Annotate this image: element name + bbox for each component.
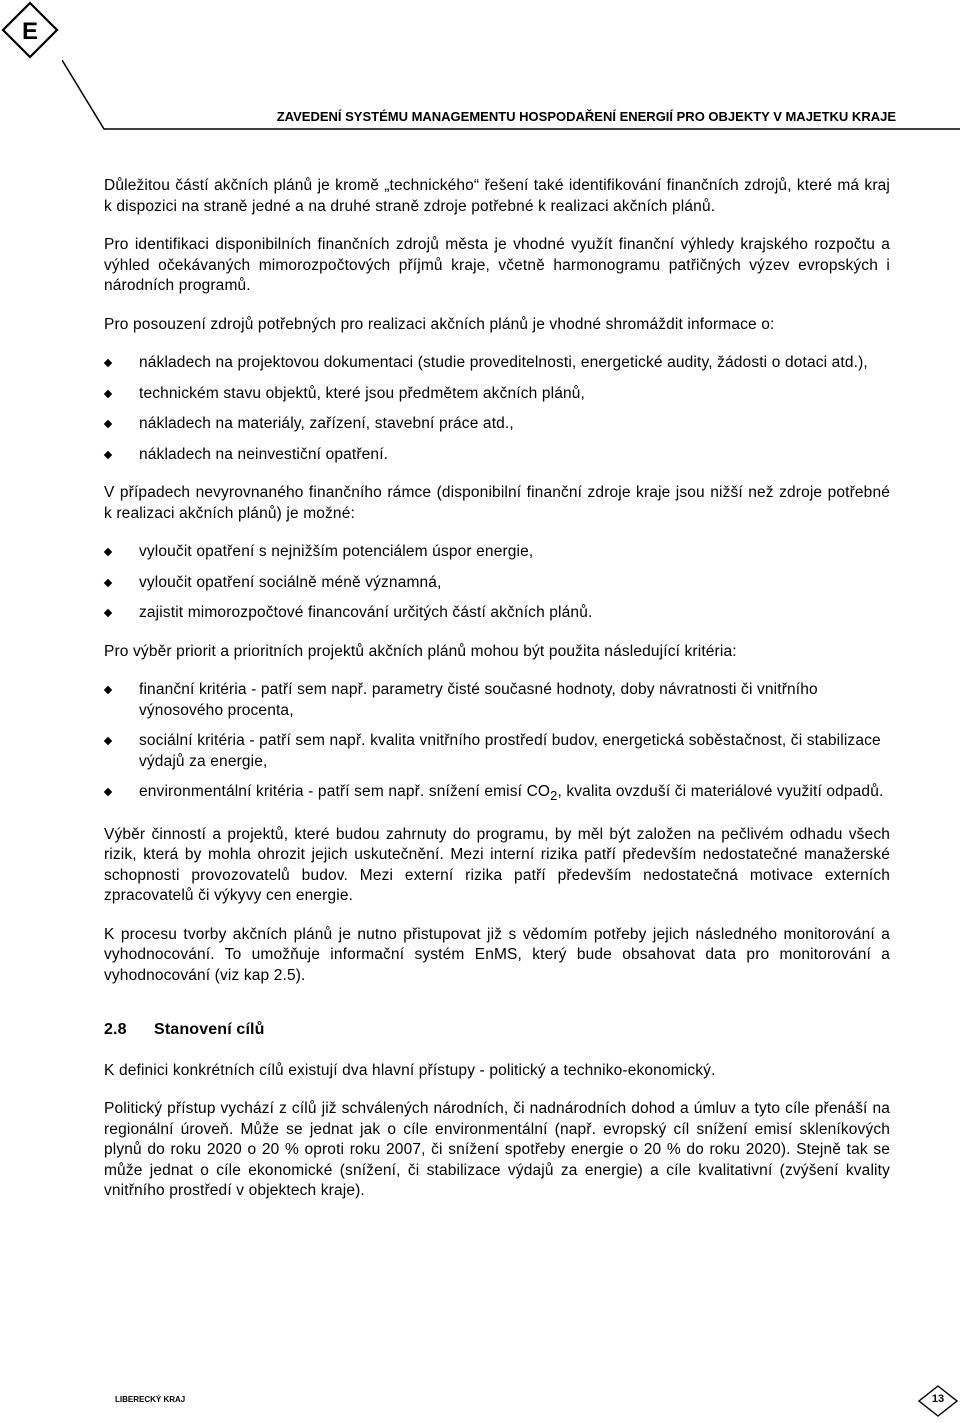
document-body <box>104 176 890 1220</box>
paragraph-political: Politický přístup vychází z cílů již schválených národních, či nadnárodních dohod a úmluv a tyto cíle přenáší na regionální úroveň. Může se jednat jak o cíle environmentální (např. evropský cíl snížení emisí skleníkových plynů do roku 2020 o 20 % oproti roku 2007, či snížení spotřeby energie o 20 % do roku 2020). Stejně tak se může jednat o cíle ekonomické (snížení, či stabilizace výdajů za energie) a cíle kvalitativní (zvýšení kvality vnitřního prostředí v objektech kraje). <box>104 1100 890 1200</box>
list-item-text: vyloučit opatření s nejnižším potenciálem úspor energie, <box>139 543 534 560</box>
list-item <box>104 384 890 405</box>
logo-letter: E <box>21 18 39 45</box>
list-item <box>104 603 890 624</box>
paragraph-financial-sources: Důležitou částí akčních plánů je kromě „technického“ řešení také identifikování finančních zdrojů, které má kraj k dispozici na straně jedné a na druhé straně zdroje potřebné k realizaci akčních plánů. <box>104 177 890 215</box>
list-information <box>104 353 890 465</box>
diamond-bullet-icon <box>104 548 112 556</box>
paragraph-approaches: K definici konkrétních cílů existují dva hlavní přístupy - politický a techniko-ekonomický. <box>104 1061 716 1079</box>
page-number-badge <box>918 1385 958 1417</box>
paragraph-identification: Pro identifikaci disponibilních finančních zdrojů města je vhodné využít finanční výhledy krajského rozpočtu a výhled očekávaných mimorozpočtových příjmů kraje, včetně harmonogramu patřičných výzev evropských i národních programů. <box>104 236 890 294</box>
list-item <box>104 680 890 721</box>
header-title: ZAVEDENÍ SYSTÉMU MANAGEMENTU HOSPODAŘENÍ ENERGIÍ PRO OBJEKTY V MAJETKU KRAJE <box>276 109 896 124</box>
section-heading <box>104 1020 890 1041</box>
paragraph-assessment: Pro posouzení zdrojů potřebných pro realizaci akčních plánů je vhodné shromáždit informace o: <box>104 315 775 333</box>
diamond-bullet-icon <box>104 686 112 694</box>
list-item-text: nákladech na neinvestiční opatření. <box>139 445 389 463</box>
section-title: Stanovení cílů <box>154 1021 265 1039</box>
list-item-text: finanční kritéria - patří sem např. parametry čisté současné hodnoty, doby návratnosti či vnitřního výnosového procenta, <box>139 681 818 719</box>
co2-subscript: 2 <box>550 788 558 804</box>
diamond-bullet-icon <box>104 737 112 745</box>
list-item <box>104 782 890 807</box>
list-item-text: vyloučit opatření sociálně méně významná, <box>139 573 442 591</box>
paragraph-priorities: Pro výběr priorit a prioritních projektů akčních plánů mohou být použita následující kritéria: <box>104 642 737 660</box>
footer-organization: LIBERECKÝ KRAJ <box>115 1395 186 1404</box>
list-item <box>104 353 890 374</box>
list-item-text: sociální kritéria - patří sem např. kvalita vnitřního prostředí budov, energetická soběstačnost, či stabilizace výdajů za energie, <box>139 732 881 770</box>
section-number: 2.8 <box>104 1021 127 1039</box>
logo-e-diamond <box>0 0 60 60</box>
list-item-text-part: , kvalita ovzduší či materiálové využití odpadů. <box>557 783 884 800</box>
list-options <box>104 542 890 624</box>
list-item <box>104 445 890 466</box>
list-item-text: zajistit mimorozpočtové financování určitých částí akčních plánů. <box>139 604 593 621</box>
list-item-text: nákladech na materiály, zařízení, stavební práce atd., <box>139 415 514 432</box>
diamond-bullet-icon <box>104 450 112 458</box>
diamond-bullet-icon <box>104 578 112 586</box>
diamond-bullet-icon <box>104 420 112 428</box>
list-item <box>104 573 890 594</box>
list-item-text <box>139 783 884 804</box>
page-number: 13 <box>931 1393 945 1405</box>
diamond-bullet-icon <box>104 359 112 367</box>
list-item-text: nákladech na projektovou dokumentaci (studie proveditelnosti, energetické audity, žádosti o dotaci atd.), <box>139 354 868 371</box>
list-item <box>104 731 890 772</box>
paragraph-unbalanced-frame: V případech nevyrovnaného finančního rámce (disponibilní finanční zdroje kraje jsou nižší než zdroje potřebné k realizaci akčních plánů) je možné: <box>104 484 890 522</box>
list-item-text-part: environmentální kritéria - patří sem např. snížení emisí CO <box>139 783 551 800</box>
paragraph-risks: Výběr činností a projektů, které budou zahrnuty do programu, by měl být založen na pečlivém odhadu všech rizik, která by mohla ohrozit jejich uskutečnění. Mezi interní rizika patří především nedostatečné manažerské schopnosti provozovatelů budov. Mezi externí rizika patří především nedostatečná motivace externích zpracovatelů či výkyvy cen energie. <box>104 825 890 905</box>
list-item-text: technickém stavu objektů, které jsou předmětem akčních plánů, <box>139 384 585 402</box>
diamond-bullet-icon <box>104 788 112 796</box>
list-criteria <box>104 680 890 807</box>
diamond-bullet-icon <box>104 609 112 617</box>
diamond-bullet-icon <box>104 389 112 397</box>
list-item <box>104 414 890 435</box>
list-item <box>104 542 890 563</box>
paragraph-monitoring: K procesu tvorby akčních plánů je nutno přistupovat již s vědomím potřeby jejich následného monitorování a vyhodnocování. To umožňuje informační systém EnMS, který bude obsahovat data pro monitorování a vyhodnocování (viz kap 2.5). <box>104 925 890 984</box>
